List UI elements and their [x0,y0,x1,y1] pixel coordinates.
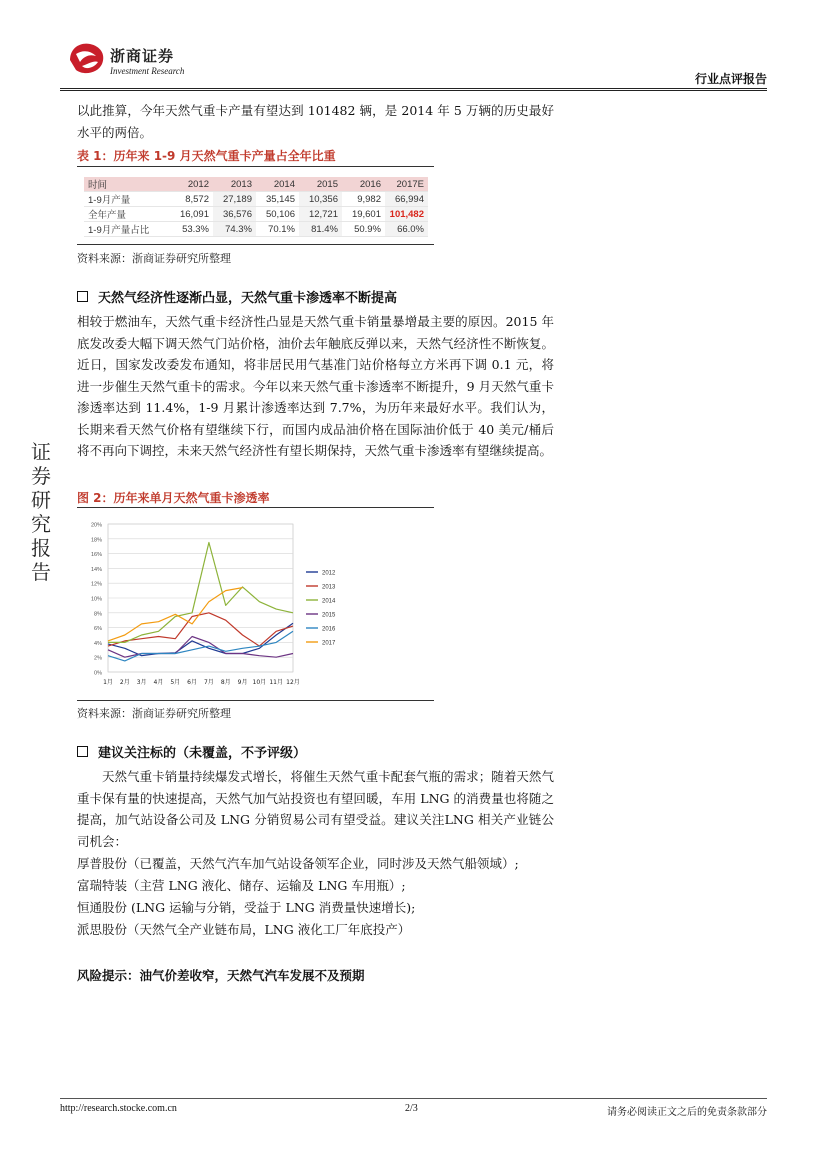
y-tick-label: 20% [90,522,102,529]
table-cell: 74.3% [213,222,256,237]
section2-item: 厚普股份（已覆盖，天然气汽车加气站设备领军企业，同时涉及天然气船领域）; [77,856,519,871]
x-tick-label: 1月 [103,679,113,686]
section2-item: 派思股份（天然气全产业链布局，LNG 液化工厂年底投产） [77,922,411,937]
legend-label: 2014 [322,598,336,605]
table1-bottom-rule [77,244,434,245]
y-tick-label: 6% [94,626,102,633]
table-cell: 10,356 [299,192,342,207]
side-label: 证券研究报告 [31,440,51,584]
table1-caption: 表 1：历年来 1-9 月天然气重卡产量占全年比重 [77,149,336,163]
table-row-label: 1-9月产量占比 [84,222,170,237]
table-row [84,207,428,222]
footer-divider [60,1098,767,1099]
series-line-2013 [108,613,293,646]
legend-label: 2013 [322,584,336,591]
footer-url-link[interactable]: http://research.stocke.com.cn [60,1103,177,1114]
table-cell: 81.4% [299,222,342,237]
table-cell: 16,091 [170,207,213,222]
table-row [84,192,428,207]
x-tick-label: 11月 [269,679,284,686]
legend-label: 2012 [322,570,336,577]
table-cell: 66.0% [385,222,428,237]
table1-top-rule [77,166,434,167]
y-tick-label: 12% [90,581,102,588]
y-tick-label: 8% [94,611,102,618]
table1-grid [84,177,428,237]
series-line-2017 [108,588,243,641]
table-row-label: 1-9月产量 [84,192,170,207]
table-header-cell: 2012 [170,177,213,192]
figure2-source: 资料来源：浙商证券研究所整理 [77,707,231,720]
x-tick-label: 12月 [286,679,300,686]
table-header-row [84,177,428,192]
table-header-cell: 2013 [213,177,256,192]
section1-title: 天然气经济性逐渐凸显，天然气重卡渗透率不断提高 [98,291,398,306]
x-tick-label: 9月 [237,679,248,686]
section1-paragraph: 相较于燃油车，天然气重卡经济性凸显是天然气重卡销量暴增最主要的原因。2015 年底发改委大幅下调天然气门站价格，油价去年触底反弹以来，天然气经济性不断恢复。近日，国家发改委发布通知，将非居民用气基准门站价格每立方米再下调 0.1 元，将进一步催生天然气重卡的需求。今年以来天然气重卡渗透率不断提升，9 月天然气重卡渗透率达到 11.4%，1-9 月累计渗透率达到 7.7%，为历年来最好水平。我们认为，长期来看天然气价格有望继续下行，而国内成品油价格在国际油价低于 40 美元/桶后将不再向下调控，未来天然气经济性有望长期保持，天然气重卡渗透率有望继续提高。 [77,314,554,458]
figure2-top-rule [77,507,434,508]
section2-item: 富瑞特装（主营 LNG 液化、储存、运输及 LNG 车用瓶）; [77,878,406,893]
footer-disclaimer: 请务必阅读正文之后的免责条款部分 [607,1107,767,1118]
figure2-bottom-rule [77,700,434,701]
table-header-cell: 2016 [342,177,385,192]
table-row [84,222,428,237]
table-cell: 53.3% [170,222,213,237]
figure2-caption: 图 2：历年来单月天然气重卡渗透率 [77,491,270,505]
legend-label: 2016 [322,626,336,633]
intro-paragraph: 以此推算，今年天然气重卡产量有望达到 101482 辆，是 2014 年 5 万辆的历史最好水平的两倍。 [77,103,554,140]
report-type: 行业点评报告 [694,72,767,86]
y-tick-label: 0% [94,670,102,677]
table-header-cell: 2017E [385,177,428,192]
checkbox-bullet-icon [77,746,88,757]
table-header-cell: 时间 [84,177,170,192]
table-cell: 27,189 [213,192,256,207]
y-tick-label: 16% [90,552,102,559]
header-divider-secondary [60,90,767,91]
x-tick-label: 7月 [203,679,214,686]
company-logo-icon [66,40,108,76]
table-header-cell: 2014 [256,177,299,192]
legend-label: 2015 [322,612,336,619]
legend-label: 2017 [322,640,336,647]
table-header-cell: 2015 [299,177,342,192]
x-tick-label: 5月 [170,679,181,686]
y-tick-label: 4% [94,640,102,647]
table-cell: 9,982 [342,192,385,207]
risk-warning: 风险提示：油气价差收窄，天然气汽车发展不及预期 [77,968,365,983]
x-tick-label: 10月 [252,679,267,686]
company-name-cn: 浙商证券 [110,47,175,65]
section2-item: 恒通股份 (LNG 运输与分销，受益于 LNG 消费量快速增长); [77,900,416,915]
table-cell: 50,106 [256,207,299,222]
header-divider [60,88,767,89]
section2-heading [77,742,306,761]
table1 [84,177,428,237]
table-cell: 12,721 [299,207,342,222]
page-number: 2/3 [405,1103,418,1114]
x-tick-label: 2月 [119,679,130,686]
y-tick-label: 14% [90,566,102,573]
table-cell: 36,576 [213,207,256,222]
table1-source: 资料来源：浙商证券研究所整理 [77,252,231,265]
table-cell: 19,601 [342,207,385,222]
table-cell: 70.1% [256,222,299,237]
y-tick-label: 10% [90,596,102,603]
table-cell: 66,994 [385,192,428,207]
penetration-line-chart [78,520,378,698]
table-cell-highlight: 101,482 [385,207,428,222]
x-tick-label: 3月 [136,679,147,686]
table-cell: 50.9% [342,222,385,237]
y-tick-label: 18% [90,537,102,544]
table-cell: 35,145 [256,192,299,207]
table-row-label: 全年产量 [84,207,170,222]
x-tick-label: 8月 [220,679,231,686]
checkbox-bullet-icon [77,291,88,302]
x-tick-label: 4月 [153,679,164,686]
section2-paragraph: 天然气重卡销量持续爆发式增长，将催生天然气重卡配套气瓶的需求；随着天然气重卡保有量的快速提高，天然气加气站投资也有望回暖，车用 LNG 的消费量也将随之提高，加气站设备公司及 LNG 分销贸易公司有望受益。建议关注LNG 相关产业链公司机会： [77,769,554,849]
x-tick-label: 6月 [187,679,198,686]
section1-heading [77,287,397,306]
table-cell: 8,572 [170,192,213,207]
company-name-en: Investment Research [110,66,185,76]
y-tick-label: 2% [94,655,102,662]
section2-title: 建议关注标的（未覆盖，不予评级） [98,746,307,761]
